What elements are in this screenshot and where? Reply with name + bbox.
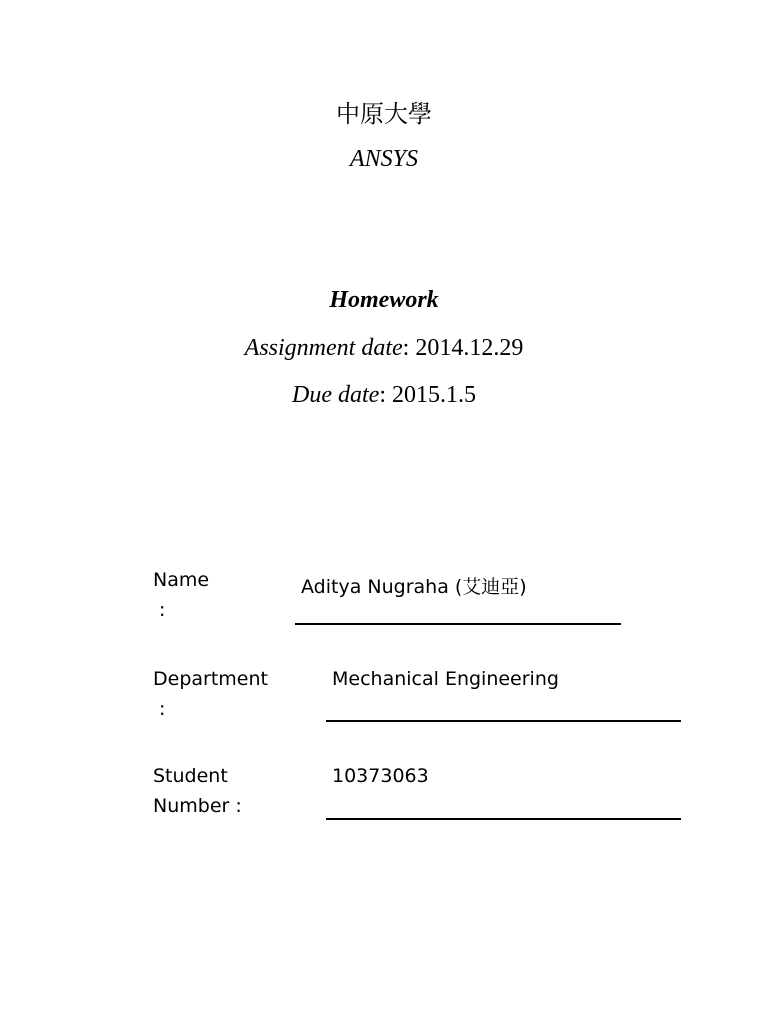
university-name: 中原大學	[336, 100, 432, 128]
course-name: ANSYS	[349, 146, 418, 172]
name-label-line2: :	[153, 599, 166, 621]
department-label-line1: Department	[153, 668, 268, 690]
assignment-date-value: : 2014.12.29	[402, 335, 524, 361]
student-number-label-line1: Student	[153, 765, 228, 787]
assignment-date-label: Assignment date	[244, 335, 403, 361]
name-label-line1: Name	[153, 569, 210, 591]
department-value: Mechanical Engineering	[332, 668, 559, 690]
department-underline	[326, 720, 681, 722]
student-number-label-line2: Number :	[153, 795, 242, 817]
due-date-value: : 2015.1.5	[379, 382, 476, 408]
department-label	[153, 664, 268, 724]
due-date-label: Due date	[292, 382, 380, 408]
department-label-line2: :	[153, 698, 166, 720]
name-underline	[295, 623, 621, 625]
name-label	[153, 565, 209, 625]
student-number-underline	[326, 818, 681, 820]
due-date-line	[0, 382, 768, 409]
assignment-date-line	[0, 335, 768, 362]
student-number-value: 10373063	[332, 765, 429, 787]
student-number-label	[153, 761, 242, 821]
name-value: Aditya Nugraha (艾迪亞)	[301, 576, 527, 598]
homework-title: Homework	[329, 287, 439, 313]
